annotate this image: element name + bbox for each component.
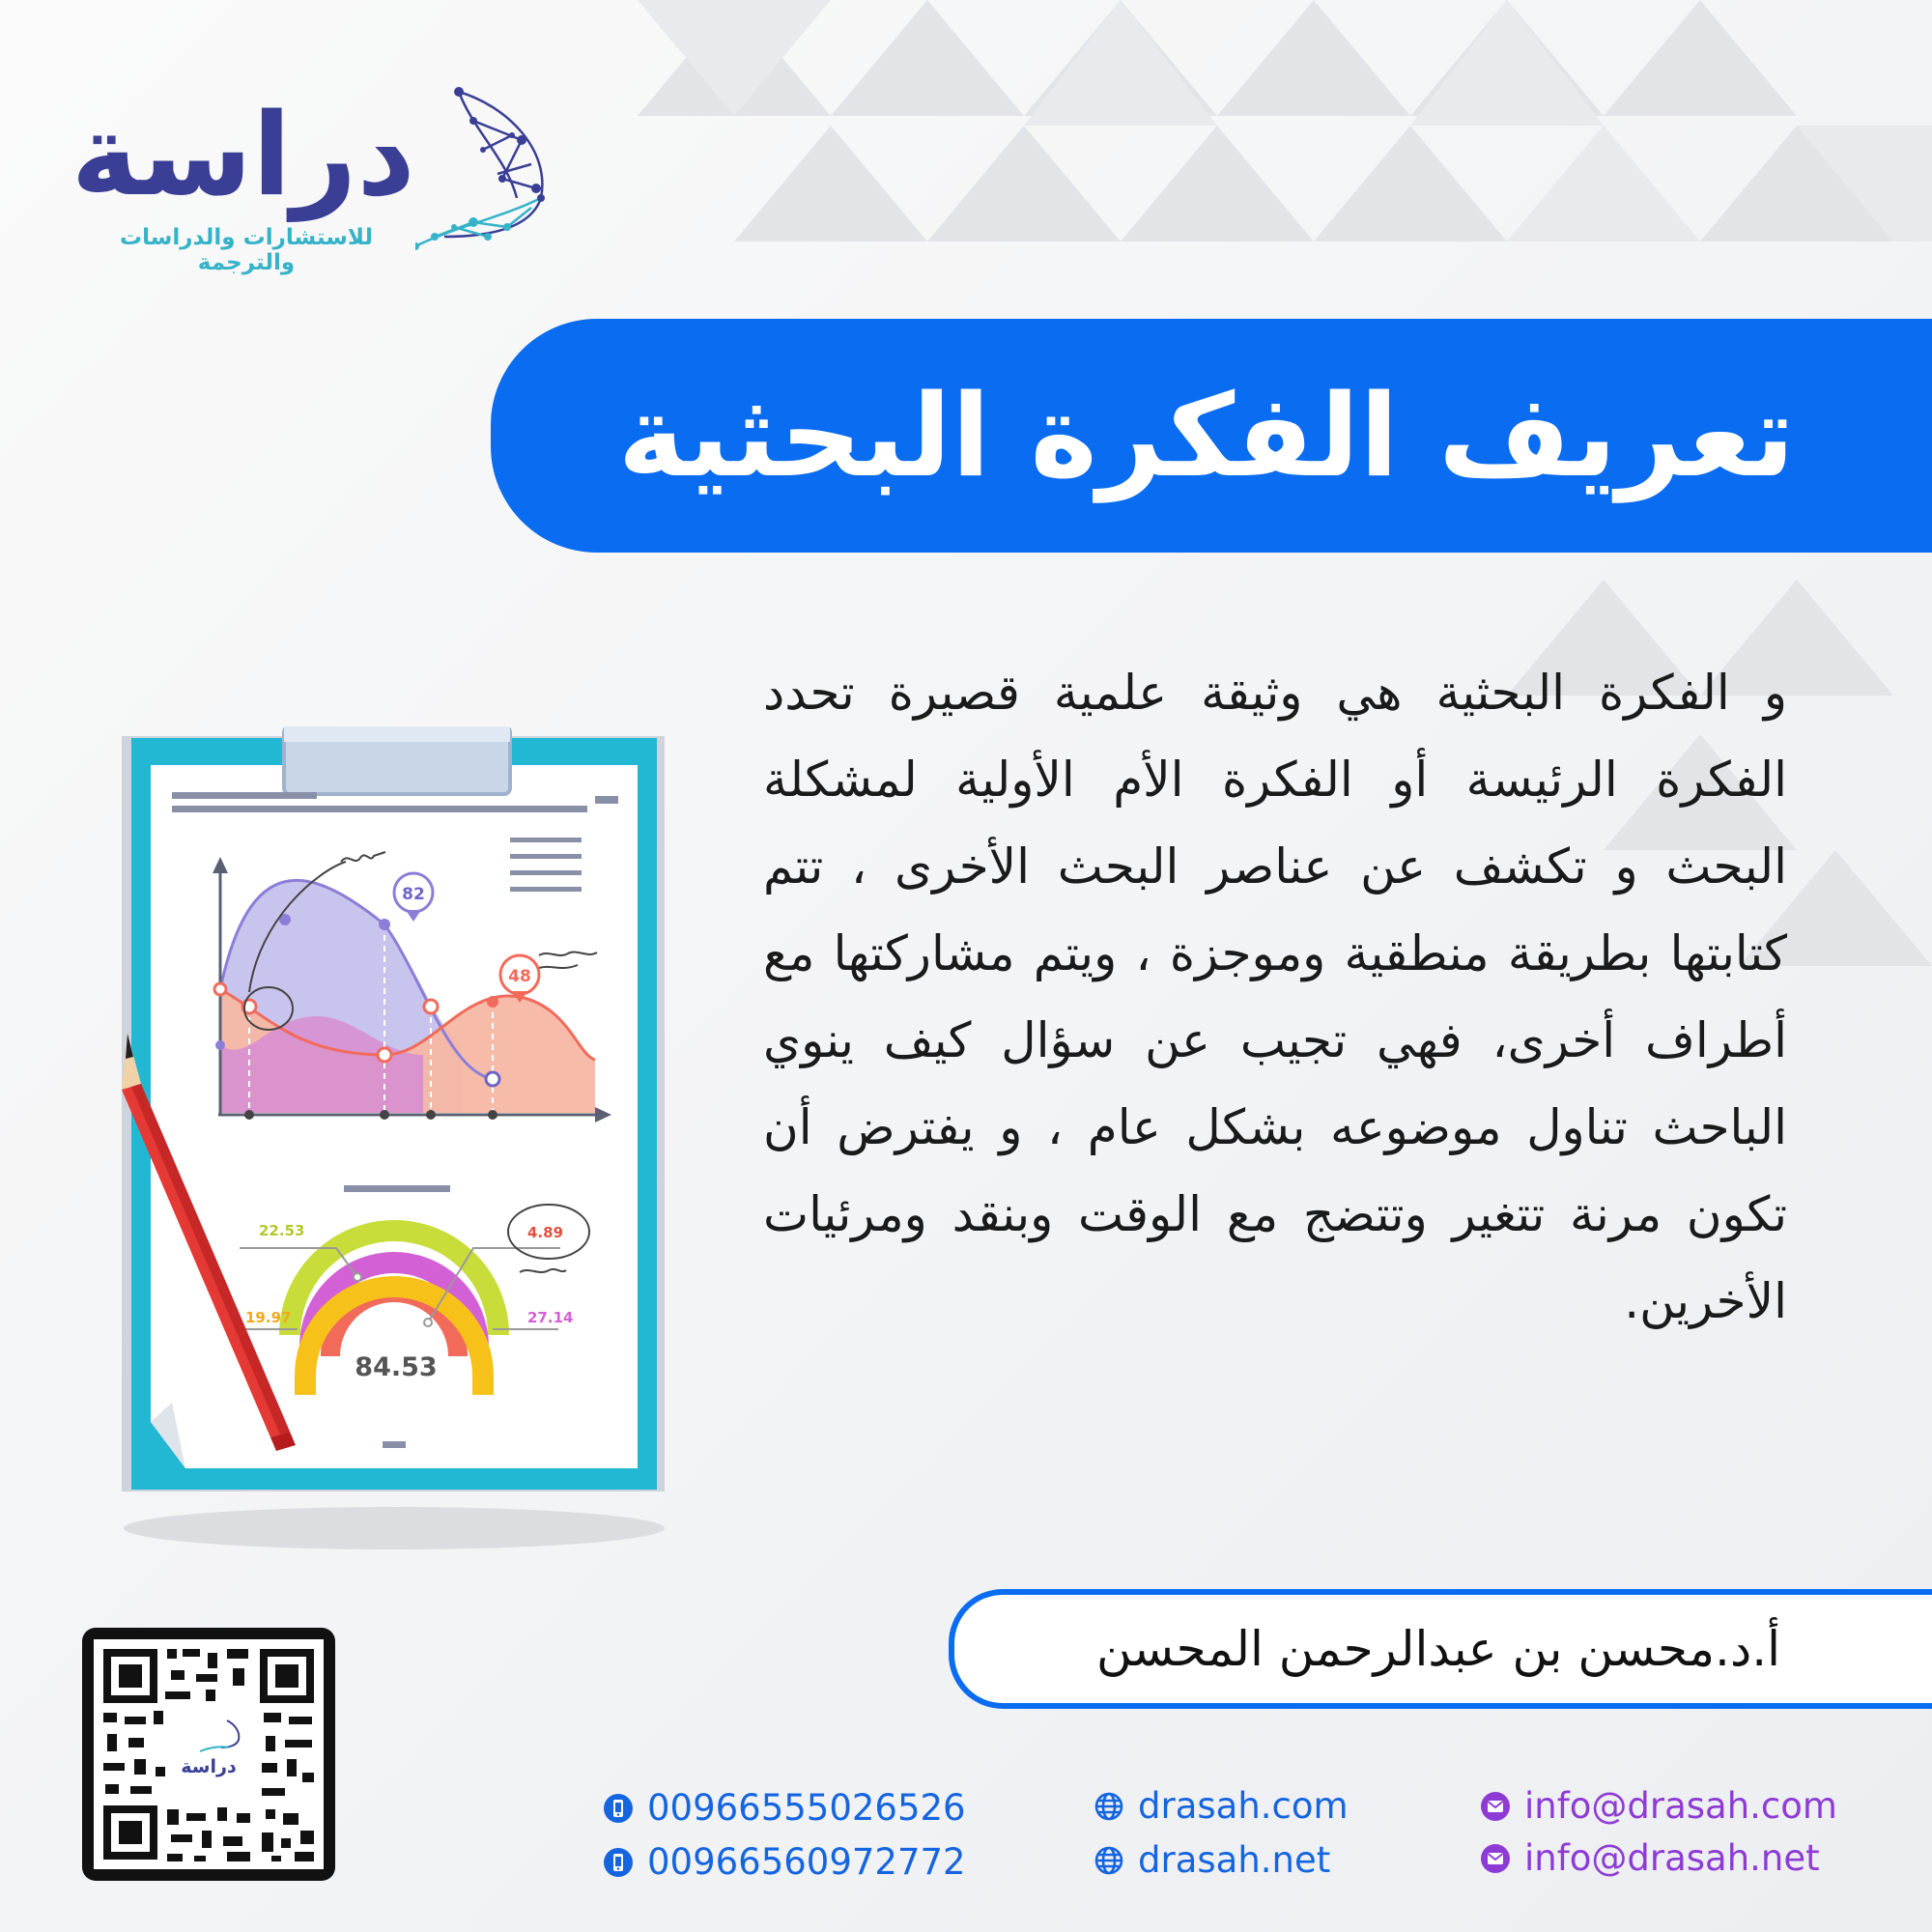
web-1-item[interactable] (1094, 1785, 1349, 1827)
phone-1-item[interactable] (603, 1787, 966, 1829)
website-1[interactable]: drasah.com (1138, 1785, 1349, 1827)
title-banner (491, 319, 1932, 553)
gauge-label-right: 27.14 (527, 1309, 574, 1326)
qr-logo-text: دراسة (181, 1756, 237, 1777)
phone-1[interactable]: 00966555026526 (647, 1787, 966, 1829)
author-card (949, 1589, 1932, 1709)
qr-code[interactable] (82, 1628, 335, 1881)
clipboard-illustration (114, 726, 674, 1557)
email-1[interactable]: info@drasah.com (1524, 1785, 1837, 1827)
badge-82: 82 (402, 885, 425, 904)
badge-48: 48 (508, 967, 531, 986)
phone-icon (603, 1847, 634, 1878)
page-title: تعريف الفكرة البحثية (617, 369, 1795, 502)
gauge-label-left: 19.97 (245, 1309, 292, 1326)
mail-1-item[interactable] (1480, 1785, 1837, 1827)
logo-tagline: للاستشارات والدراسات والترجمة (120, 225, 373, 275)
mail-icon (1480, 1843, 1511, 1874)
website-2[interactable]: drasah.net (1138, 1839, 1331, 1881)
phone-2-item[interactable] (603, 1841, 966, 1883)
gauge-label-top-right: 4.89 (527, 1224, 564, 1241)
web-2-item[interactable] (1094, 1839, 1330, 1881)
email-2[interactable]: info@drasah.net (1524, 1837, 1820, 1879)
phone-icon (603, 1793, 634, 1824)
gauge-label-top-left: 22.53 (259, 1222, 305, 1239)
definition-paragraph: و الفكرة البحثية هي وثيقة علمية قصيرة تحدد الفكرة الرئيسة أو الفكرة الأم الأولية لمشكلة البحث و تكشف عن عناصر البحث الأخرى ، تتم كتابتها بطريقة منطقية وموجزة ، ويتم مشاركتها مع أطراف أخرى، فهي تجيب عن سؤال كيف ينوي الباحث تناول موضوعه بشكل عام ، و يفترض أن تكون مرنة تتغير وتتضج مع الوقت وبنقد ومرئيات الأخرين. (763, 665, 1787, 1329)
mail-icon (1480, 1791, 1511, 1822)
globe-icon (1094, 1845, 1124, 1876)
network-wing-icon (415, 82, 580, 256)
mail-2-item[interactable] (1480, 1837, 1820, 1879)
gauge-value: 84.53 (355, 1352, 438, 1382)
logo-wordmark: دراسة (71, 88, 415, 221)
author-name: أ.د.محسن بن عبدالرحمن المحسن (1095, 1621, 1780, 1677)
globe-icon (1094, 1791, 1124, 1822)
phone-2[interactable]: 00966560972772 (647, 1841, 966, 1883)
brand-logo (71, 82, 580, 275)
